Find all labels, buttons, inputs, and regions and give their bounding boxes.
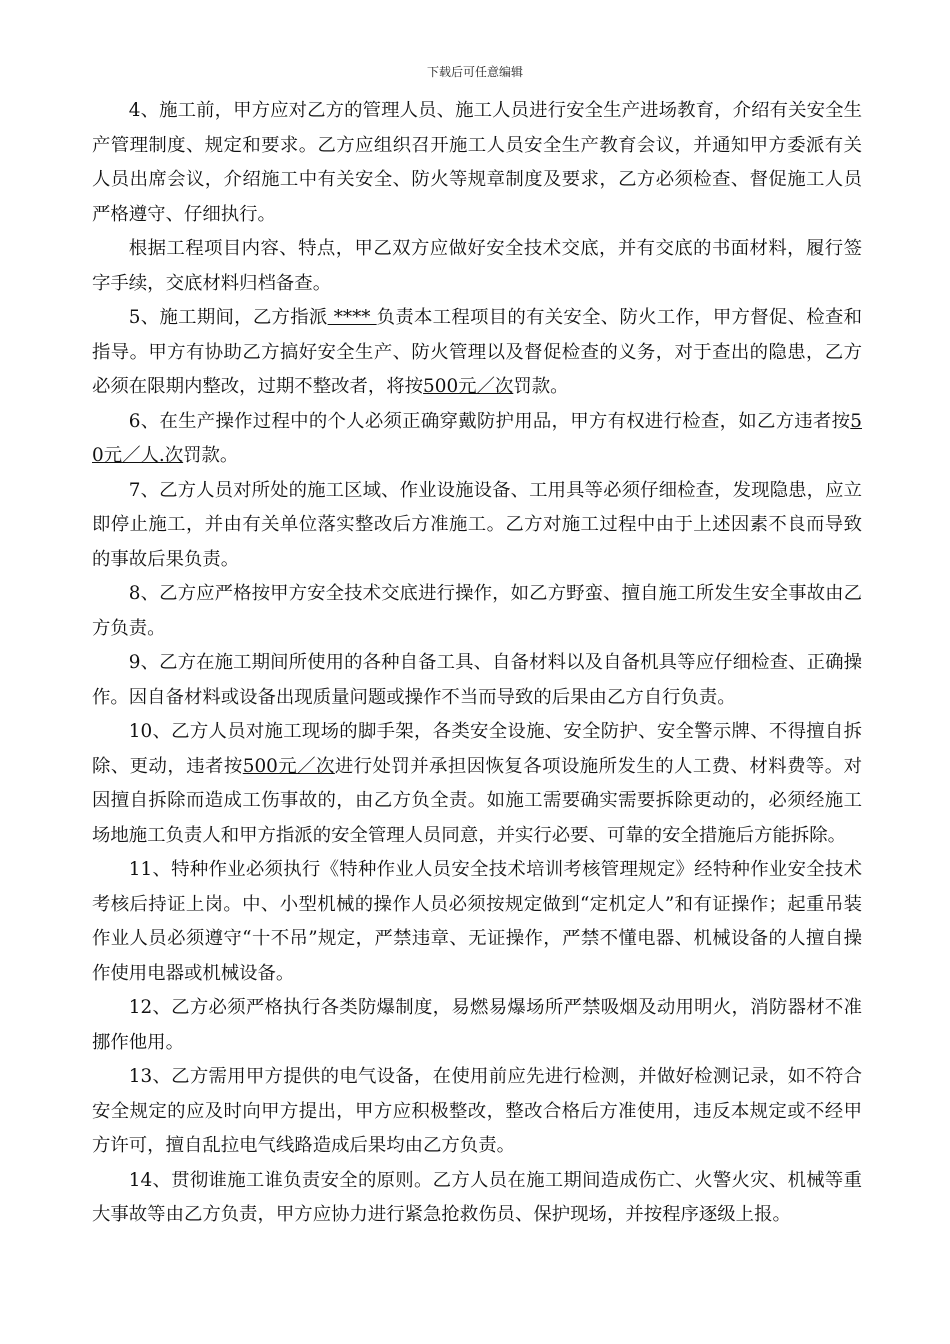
clause-5-text-middle: 负责本工程项目的有关安全、防火工作，甲方督促、检查和指导。甲方有协助乙方搞好安全生产、防火管理以及督促检查的义务，对于查出的隐患，乙方必须在限期内整改，过期不整改者，将按 — [92, 307, 862, 397]
clause-10-text-end: 进行处罚并承担因恢复各项设施所发生的人工费、材料费等。对因擅自拆除而造成工伤事故的，由乙方负全责。如施工需要确实需要拆除更动的，必须经施工场地施工负责人和甲方指派的安全管理人员同意，并实行必要、可靠的安全措施后方能拆除。 — [92, 755, 862, 846]
clause-4-disclosure: 根据工程项目内容、特点，甲乙双方应做好安全技术交底，并有交底的书面材料，履行签字手续，交底材料归档备查。 — [92, 238, 862, 294]
clause-10 — [92, 715, 862, 853]
clause-4: 4、施工前，甲方应对乙方的管理人员、施工人员进行安全生产进场教育，介绍有关安全生产管理制度、规定和要求。乙方应组织召开施工人员安全生产教育会议，并通知甲方委派有关人员出席会议，介绍施工中有关安全、防火等规章制度及要求，乙方必须检查、督促施工人员严格遵守、仔细执行。 — [92, 100, 862, 225]
clause-14: 14、贯彻谁施工谁负责安全的原则。乙方人员在施工期间造成伤亡、火警火灾、机械等重大事故等由乙方负责，甲方应协力进行紧急抢救伤员、保护现场，并按程序逐级上报。 — [92, 1169, 862, 1225]
clause-9: 9、乙方在施工期间所使用的各种自备工具、自备材料以及自备机具等应仔细检查、正确操作。因自备材料或设备出现质量问题或操作不当而导致的后果由乙方自行负责。 — [92, 652, 862, 708]
clause-12: 12、乙方必须严格执行各类防爆制度，易燃易爆场所严禁吸烟及动用明火，消防器材不准挪作他用。 — [92, 997, 862, 1053]
document-body — [92, 94, 862, 1233]
clause-10-text-start: 10、乙方人员对施工现场的脚手架，各类安全设施、安全防护、安全警示牌、不得擅自拆除、更动，违者按 — [92, 721, 862, 777]
clause-10-fine-amount: 500元／次 — [242, 755, 335, 777]
clause-6-text-start: 6、在生产操作过程中的个人必须正确穿戴防护用品，甲方有权进行检查，如乙方违者按 — [128, 410, 851, 432]
clause-5-text-end: 罚款。 — [513, 376, 569, 397]
clause-13: 13、乙方需用甲方提供的电气设备，在使用前应先进行检测，并做好检测记录，如不符合安全规定的应及时向甲方提出，甲方应积极整改，整改合格后方准使用，违反本规定或不经甲方许可，擅自乱拉电气线路造成后果均由乙方负责。 — [92, 1066, 862, 1156]
clause-6 — [92, 405, 862, 474]
clause-7: 7、乙方人员对所处的施工区域、作业设施设备、工用具等必须仔细检查，发现隐患，应立即停止施工，并由有关单位落实整改后方准施工。乙方对施工过程中由于上述因素不良而导致的事故后果负责。 — [92, 479, 862, 570]
clause-6-text-end: 罚款。 — [183, 445, 239, 466]
designated-person-blank: **** — [327, 307, 377, 328]
clause-6-fine-amount: 50元／人.次 — [92, 410, 862, 466]
clause-5 — [92, 301, 862, 405]
clause-5-text-start: 5、施工期间，乙方指派 — [128, 307, 328, 328]
page-header: 下载后可任意编辑 — [426, 65, 523, 79]
clause-5-fine-amount: 500元／次 — [423, 376, 514, 397]
clause-8: 8、乙方应严格按甲方安全技术交底进行操作，如乙方野蛮、擅自施工所发生安全事故由乙方负责。 — [92, 583, 862, 639]
clause-11: 11、特种作业必须执行《特种作业人员安全技术培训考核管理规定》经特种作业安全技术考核后持证上岗。中、小型机械的操作人员必须按规定做到“定机定人”和有证操作；起重吊装作业人员必须遵守“十不吊”规定，严禁违章、无证操作，严禁不懂电器、机械设备的人擅自操作使用电器或机械设备。 — [92, 859, 862, 984]
